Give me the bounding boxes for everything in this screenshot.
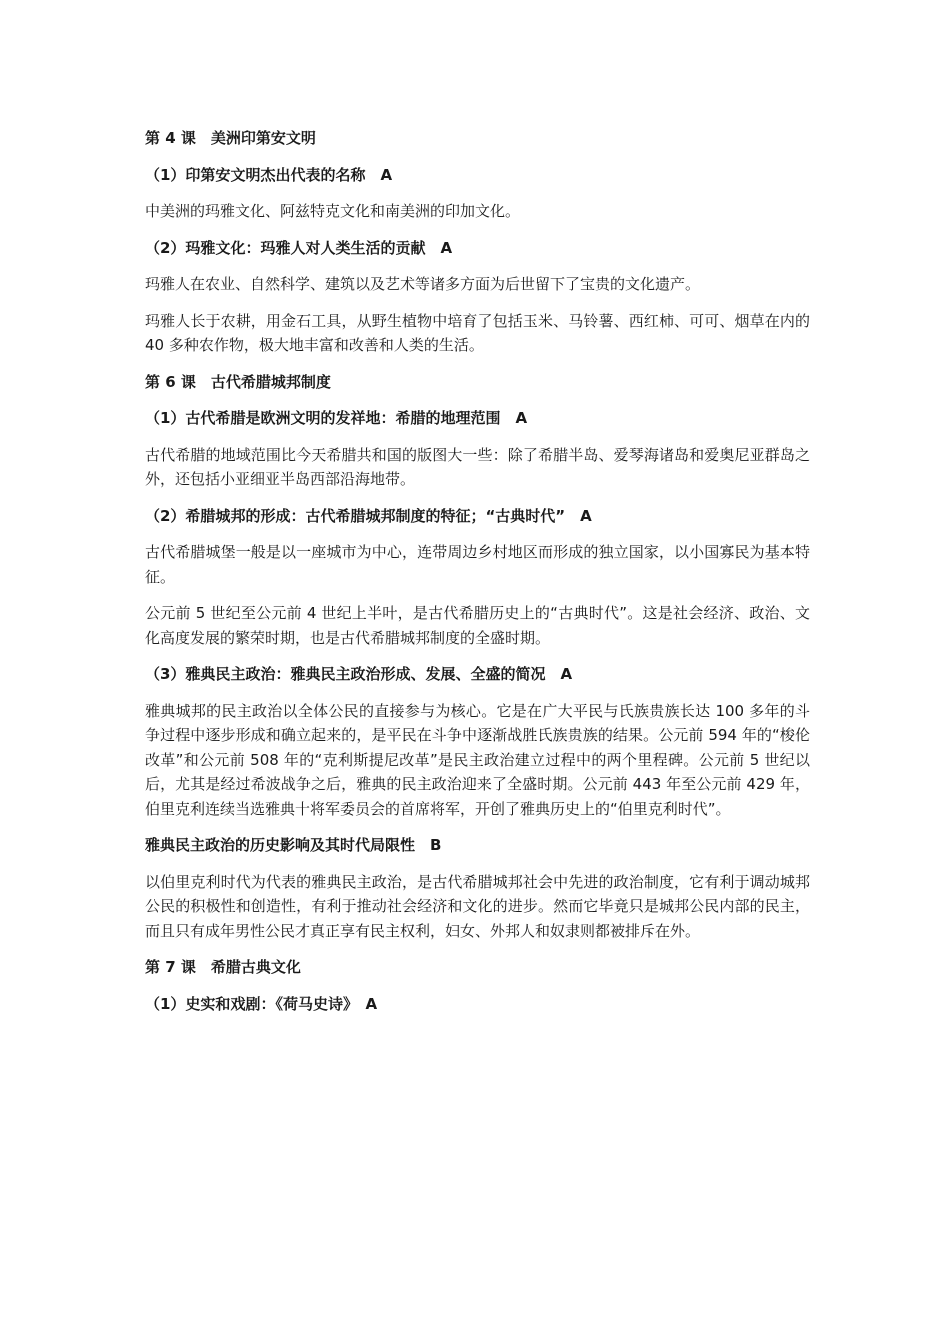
- section-subheading: （1）古代希腊是欧洲文明的发祥地：希腊的地理范围 A: [145, 409, 528, 427]
- paragraph: 玛雅人在农业、自然科学、建筑以及艺术等诸多方面为后世留下了宝贵的文化遗产。: [145, 275, 701, 293]
- section-subheading: （2）希腊城邦的形成：古代希腊城邦制度的特征；“古典时代” A: [145, 506, 592, 525]
- section-subheading: 雅典民主政治的历史影响及其时代局限性 B: [145, 836, 442, 854]
- paragraph: 以伯里克利时代为代表的雅典民主政治，是古代希腊城邦社会中先进的政治制度，它有利于调动城邦公民的积极性和创造性，有利于推动社会经济和文化的进步。然而它毕竟只是城邦公民内部的民主，而且只有成年男性公民才真正享有民主权利，妇女、外邦人和奴隶则都被排斥在外。: [145, 872, 810, 940]
- lesson-heading: 第 7 课 希腊古典文化: [145, 958, 301, 976]
- lesson-heading: 第 6 课 古代希腊城邦制度: [145, 372, 331, 391]
- section-subheading: （1）印第安文明杰出代表的名称 A: [145, 165, 393, 184]
- paragraph: 古代希腊的地域范围比今天希腊共和国的版图大一些：除了希腊半岛、爱琴海诸岛和爱奥尼亚群岛之外，还包括小亚细亚半岛西部沿海地带。: [145, 445, 810, 488]
- paragraph: 中美洲的玛雅文化、阿兹特克文化和南美洲的印加文化。: [145, 202, 521, 220]
- section-subheading: （1）史实和戏剧：《荷马史诗》 A: [145, 994, 378, 1013]
- section-subheading: （3）雅典民主政治：雅典民主政治形成、发展、全盛的简况 A: [145, 665, 573, 683]
- paragraph: 古代希腊城堡一般是以一座城市为中心，连带周边乡村地区而形成的独立国家，以小国寡民为基本特征。: [145, 543, 810, 586]
- section-subheading: （2）玛雅文化：玛雅人对人类生活的贡献 A: [145, 238, 453, 257]
- paragraph: 玛雅人长于农耕，用金石工具，从野生植物中培育了包括玉米、马铃薯、西红柿、可可、烟草在内的 40 多种农作物，极大地丰富和改善和人类的生活。: [145, 311, 810, 354]
- paragraph: 雅典城邦的民主政治以全体公民的直接参与为核心。它是在广大平民与氏族贵族长达 100 多年的斗争过程中逐步形成和确立起来的，是平民在斗争中逐渐战胜氏族贵族的结果。公元前 594 年的“梭伦改革”和公元前 508 年的“克利斯提尼改革”是民主政治建立过程中的两个里程碑。公元前 5 世纪以后，尤其是经过希波战争之后，雅典的民主政治迎来了全盛时期。公元前 443 年至公元前 429 年，伯里克利连续当选雅典十将军委员会的首席将军，开创了雅典历史上的“伯里克利时代”。: [145, 701, 810, 818]
- paragraph: 公元前 5 世纪至公元前 4 世纪上半叶，是古代希腊历史上的“古典时代”。这是社会经济、政治、文化高度发展的繁荣时期，也是古代希腊城邦制度的全盛时期。: [145, 604, 810, 647]
- lesson-heading: 第 4 课 美洲印第安文明: [145, 129, 316, 147]
- document-page: [145, 126, 810, 1028]
